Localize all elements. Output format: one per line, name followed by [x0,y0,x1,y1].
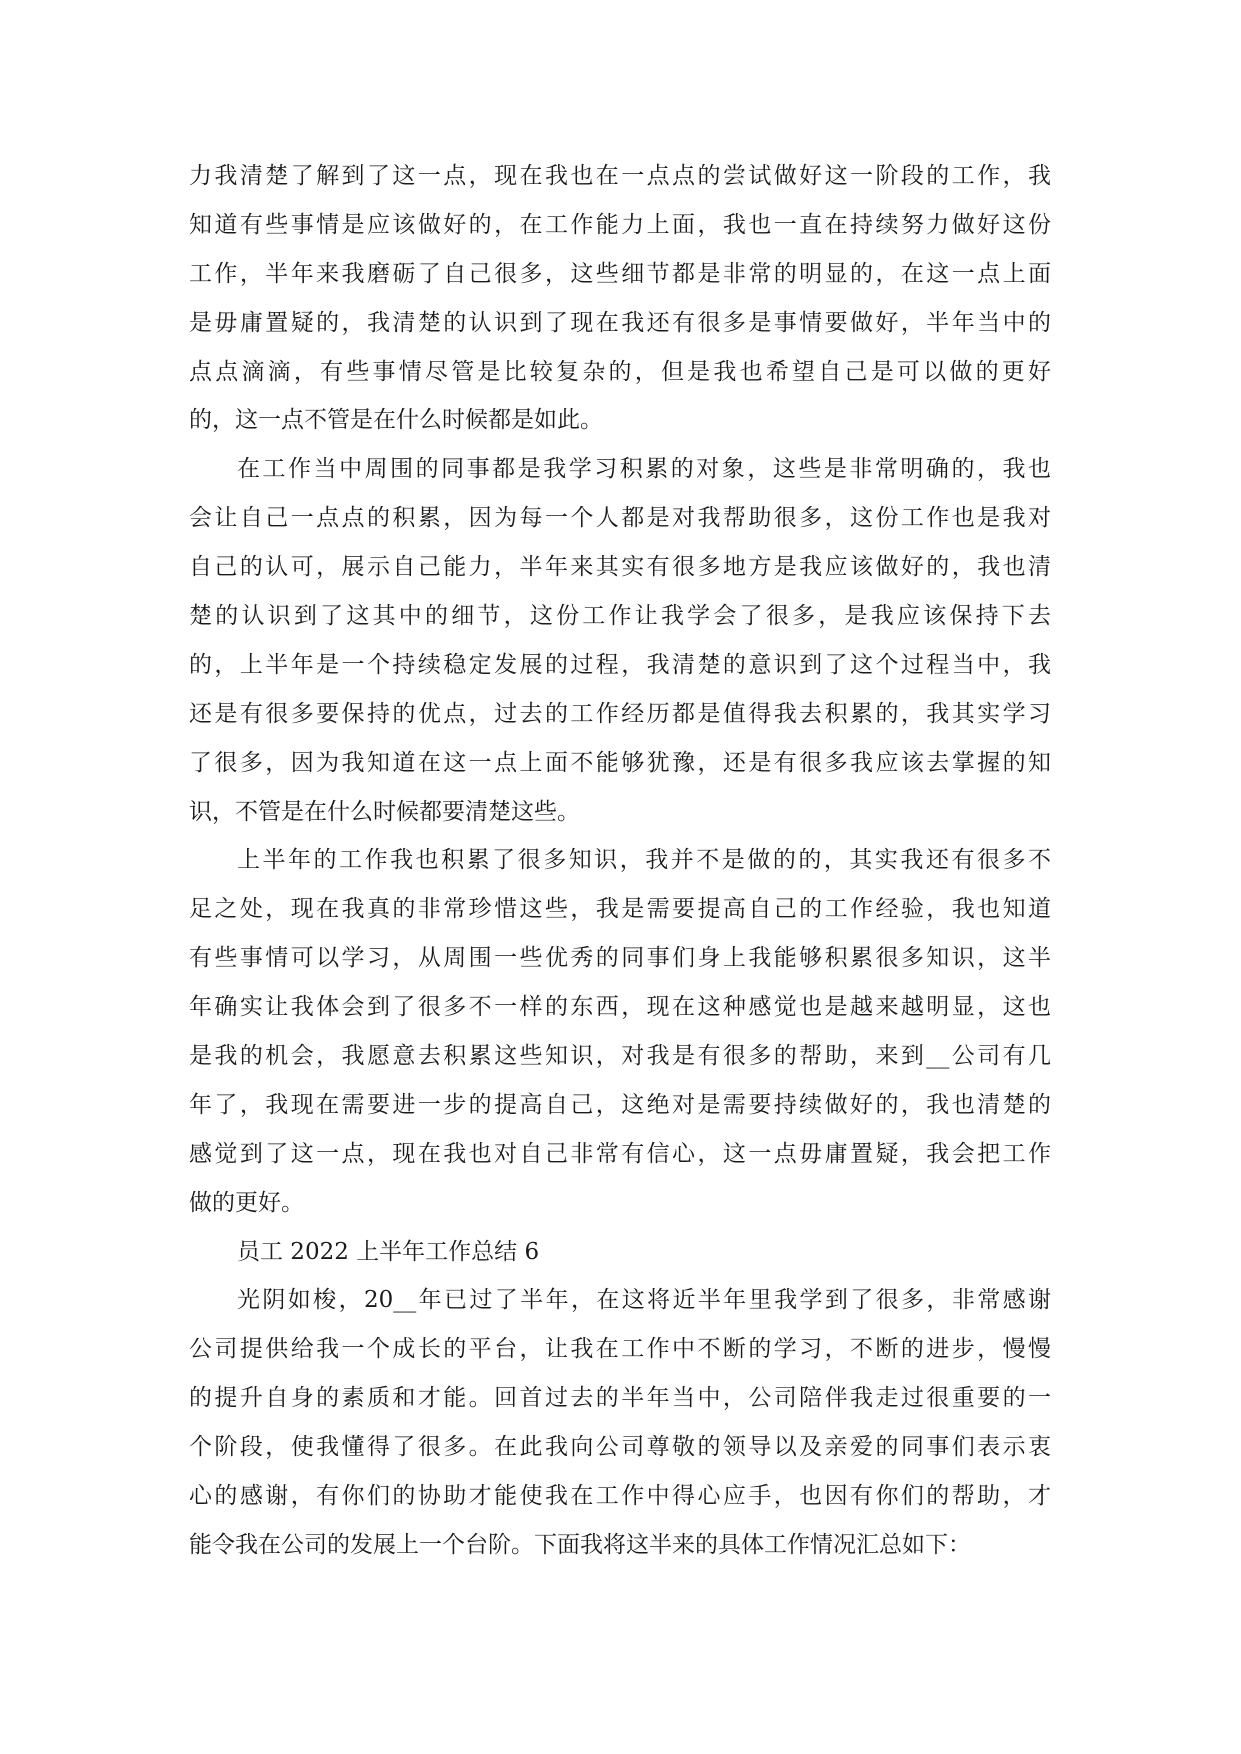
text-line: 了很多，因为我知道在这一点上面不能够犹豫，还是有很多我应该去掌握的知 [189,749,1051,776]
paragraph [189,836,1051,1227]
text-line: 还是有很多要保持的优点，过去的工作经历都是值得我去积累的，我其实学习 [189,700,1051,727]
text-line: 上半年的工作我也积累了很多知识，我并不是做的的，其实我还有很多不 [237,847,1051,874]
paragraph [189,445,1051,836]
text-line: 的，上半年是一个持续稳定发展的过程，我清楚的意识到了这个过程当中，我 [189,651,1051,678]
text-line: 员工 2022 上半年工作总结 6 [237,1238,540,1265]
text-line: 是毋庸置疑的，我清楚的认识到了现在我还有很多是事情要做好，半年当中的 [189,309,1051,336]
text-line: 个阶段，使我懂得了很多。在此我向公司尊敬的领导以及亲爱的同事们表示衷 [189,1434,1051,1461]
text-line: 在工作当中周围的同事都是我学习积累的对象，这些是非常明确的，我也 [237,456,1051,483]
text-line: 识，不管是在什么时候都要清楚这些。 [189,798,580,825]
text-line: 的提升自身的素质和才能。回首过去的半年当中，公司陪伴我走过很重要的一 [189,1385,1051,1412]
text-line: 年了，我现在需要进一步的提高自己，这绝对是需要持续做好的，我也清楚的 [189,1091,1051,1118]
text-line: 能令我在公司的发展上一个台阶。下面我将这半来的具体工作情况汇总如下： [189,1531,971,1558]
text-line: 心的感谢，有你们的协助才能使我在工作中得心应手，也因有你们的帮助，才 [189,1483,1051,1510]
text-line: 力我清楚了解到了这一点，现在我也在一点点的尝试做好这一阶段的工作，我 [189,163,1051,189]
text-line: 的，这一点不管是在什么时候都是如此。 [189,407,603,434]
text-line: 会让自己一点点的积累，因为每一个人都是对我帮助很多，这份工作也是我对 [189,505,1051,532]
text-line: 有些事情可以学习，从周围一些优秀的同事们身上我能够积累很多知识，这半 [189,945,1051,972]
section-heading [189,1228,1051,1277]
text-line: 年确实让我体会到了很多不一样的东西，现在这种感觉也是越来越明显，这也 [189,994,1051,1021]
text-line: 公司提供给我一个成长的平台，让我在工作中不断的学习，不断的进步，慢慢 [189,1336,1051,1363]
text-line: 做的更好。 [189,1189,304,1216]
document-body [189,152,1051,1570]
text-line: 是我的机会，我愿意去积累这些知识，对我是有很多的帮助，来到__公司有几 [189,1043,1051,1070]
paragraph [189,152,1051,445]
text-line: 足之处，现在我真的非常珍惜这些，我是需要提高自己的工作经验，我也知道 [189,896,1051,923]
text-line: 工作，半年来我磨砺了自己很多，这些细节都是非常的明显的，在这一点上面 [189,260,1051,287]
text-line: 自己的认可，展示自己能力，半年来其实有很多地方是我应该做好的，我也清 [189,554,1051,581]
text-line: 光阴如梭，20__年已过了半年，在这将近半年里我学到了很多，非常感谢 [237,1287,1051,1314]
text-line: 感觉到了这一点，现在我也对自己非常有信心，这一点毋庸置疑，我会把工作 [189,1140,1051,1167]
text-line: 点点滴滴，有些事情尽管是比较复杂的，但是我也希望自己是可以做的更好 [189,358,1051,385]
text-line: 楚的认识到了这其中的细节，这份工作让我学会了很多，是我应该保持下去 [189,603,1051,630]
paragraph [189,1276,1051,1569]
text-line: 知道有些事情是应该做好的，在工作能力上面，我也一直在持续努力做好这份 [189,211,1051,238]
